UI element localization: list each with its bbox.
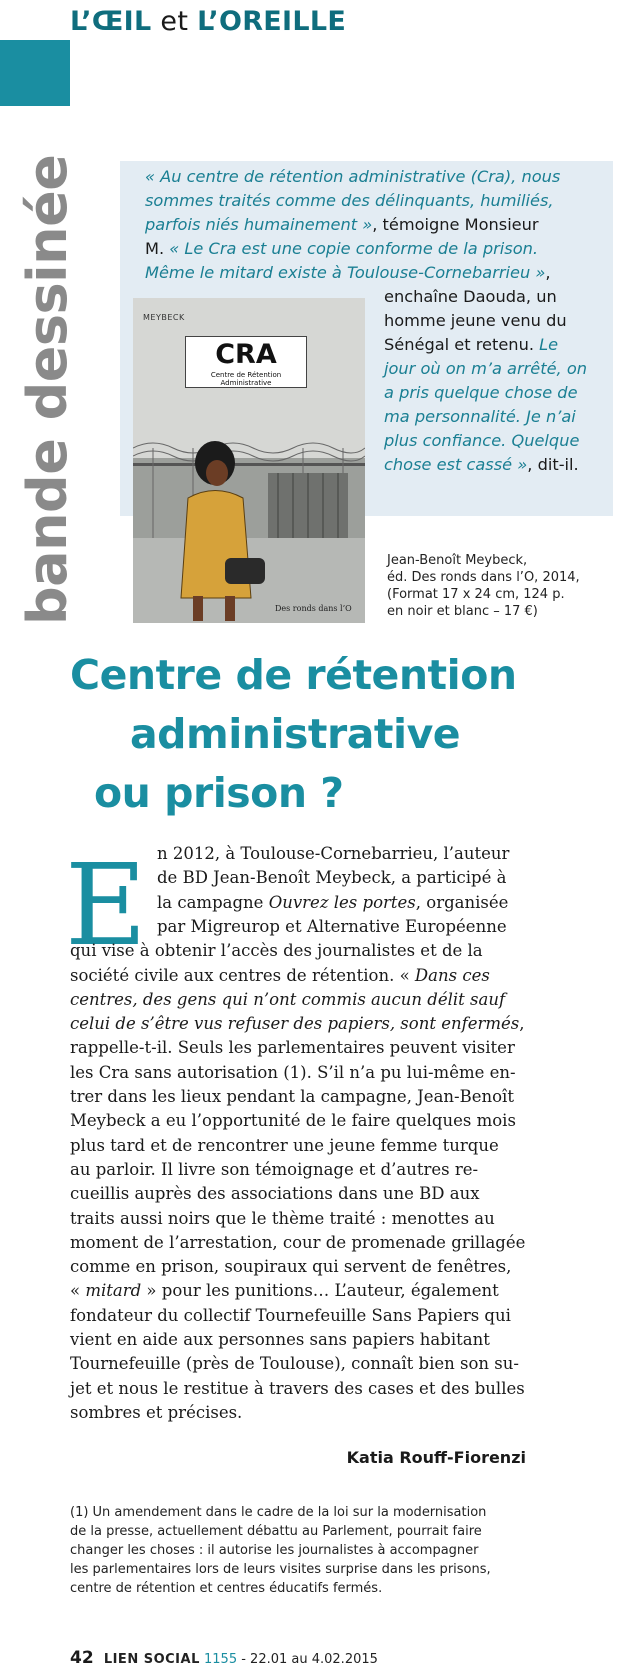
- text-segment: rappelle-t-il. Seuls les parlementaires peuvent visiter: [70, 1038, 515, 1058]
- article-line: [70, 1063, 516, 1083]
- article-line: [70, 1087, 514, 1107]
- text-segment: les Cra sans autorisation (1). S’il n’a pu lui-même en-: [70, 1062, 516, 1082]
- text-segment: vient en aide aux personnes sans papiers habitant: [70, 1330, 490, 1349]
- text-segment: moment de l’arrestation, cour de promenade grillagée: [70, 1232, 526, 1252]
- italic-segment: sommes traités comme des délinquants, humiliés,: [145, 191, 554, 210]
- text-segment: comme en prison, soupiraux qui servent de fenêtres,: [70, 1257, 512, 1277]
- text-segment: société civile aux centres de rétention. «: [70, 965, 415, 985]
- text-segment: Tournefeuille (près de Toulouse), connaît bien son su-: [70, 1354, 519, 1374]
- italic-segment: plus confiance. Quelque: [384, 431, 580, 450]
- text-segment: au parloir. Il livre son témoignage et d’autres re-: [70, 1159, 479, 1179]
- article-line: [157, 893, 508, 913]
- italic-segment: celui de s’être vus refuser des papiers, sont enfermés: [70, 1014, 520, 1034]
- section-title-part3: L’OREILLE: [197, 6, 347, 37]
- article-author: Katia Rouff-Fiorenzi: [346, 1448, 526, 1467]
- cover-author: MEYBECK: [143, 313, 185, 322]
- text-segment: la campagne: [157, 892, 269, 912]
- headline-line-2: administrative: [130, 710, 461, 758]
- italic-segment: Le: [539, 335, 559, 354]
- article-line: [70, 1306, 511, 1326]
- text-segment: de BD Jean-Benoît Meybeck, a participé à: [157, 868, 507, 888]
- italic-segment: centres, des gens qui n’ont commis aucun délit sauf: [70, 989, 506, 1009]
- text-segment: sombres et précises.: [70, 1402, 243, 1422]
- book-info-line: en noir et blanc – 17 €): [387, 604, 538, 619]
- footnote-line: (1) Un amendement dans le cadre de la loi sur la modernisation: [70, 1505, 487, 1520]
- italic-segment: Dans ces: [414, 965, 490, 985]
- cover-subtitle: Centre de Rétention Administrative: [210, 371, 282, 387]
- article-line: [70, 1014, 525, 1034]
- quote-line: [145, 165, 605, 189]
- italic-segment: Ouvrez les portes: [268, 892, 416, 912]
- footnote-line: centre de rétention et centres éducatifs fermés.: [70, 1581, 383, 1596]
- article-line: [70, 1111, 516, 1131]
- quote-line: [384, 285, 606, 309]
- quote-line: [384, 429, 606, 453]
- article-line: [70, 990, 505, 1010]
- article-line: [70, 1209, 495, 1229]
- article-line: [70, 1403, 242, 1423]
- text-segment: cueillis auprès des associations dans une BD aux: [70, 1184, 480, 1204]
- italic-segment: jour où on m’a arrêté, on: [384, 359, 588, 378]
- cover-publisher: Des ronds dans l’O: [275, 604, 352, 613]
- footnote-line: les parlementaires lors de leurs visites surprise dans les prisons,: [70, 1562, 491, 1577]
- text-segment: » pour les punitions… L’auteur, également: [141, 1281, 499, 1301]
- text-segment: plus tard et de rencontrer une jeune femme turque: [70, 1135, 499, 1155]
- quote-line: [145, 261, 605, 285]
- headline-line-3: ou prison ?: [94, 769, 344, 817]
- quote-line: [145, 213, 605, 237]
- page-footer: [70, 1648, 378, 1668]
- quote-line: [384, 357, 606, 381]
- article-line: [70, 1330, 490, 1350]
- article-line: [70, 1379, 525, 1399]
- article-line: [70, 1160, 478, 1180]
- italic-segment: parfois niés humainement »: [145, 215, 373, 234]
- text-segment: «: [70, 1281, 86, 1301]
- header-color-block: [0, 40, 70, 106]
- book-info-line: (Format 17 x 24 cm, 124 p.: [387, 587, 565, 602]
- quote-line: [384, 405, 606, 429]
- footnote-line: de la presse, actuellement débattu au Parlement, pourrait faire: [70, 1524, 482, 1539]
- quote-line: [384, 381, 606, 405]
- book-cover-image: [133, 298, 365, 623]
- quote-line: [145, 189, 605, 213]
- section-title-part1: L’ŒIL: [70, 6, 152, 37]
- text-segment: trer dans les lieux pendant la campagne, Jean-Benoît: [70, 1087, 514, 1106]
- book-info-caption: [387, 552, 580, 620]
- cover-title: CRA: [215, 339, 277, 370]
- article-line: [70, 1184, 480, 1204]
- italic-segment: ma personnalité. Je n’ai: [384, 407, 576, 426]
- text-segment: traits aussi noirs que le thème traité : menottes au: [70, 1208, 495, 1228]
- text-segment: , témoigne Monsieur: [372, 215, 539, 234]
- article-line: [70, 1233, 525, 1253]
- text-segment: ,: [545, 263, 551, 282]
- cover-title-box: [185, 336, 307, 388]
- italic-segment: « Au centre de rétention administrative (Cra), nous: [145, 167, 561, 186]
- article-line: [157, 917, 507, 937]
- section-title: [70, 6, 346, 37]
- text-segment: Sénégal et retenu.: [384, 335, 540, 354]
- italic-segment: chose est cassé »: [384, 455, 528, 474]
- headline-line-1: Centre de rétention: [70, 651, 517, 699]
- text-segment: M.: [145, 239, 170, 258]
- text-segment: ,: [519, 1014, 525, 1034]
- magazine-name: LIEN SOCIAL: [103, 1652, 200, 1667]
- quote-line: [384, 333, 606, 357]
- text-segment: , organisée: [415, 892, 509, 912]
- quote-line: [384, 453, 606, 477]
- book-info-line: éd. Des ronds dans l’O, 2014,: [387, 570, 580, 585]
- italic-segment: a pris quelque chose de: [384, 383, 578, 402]
- article-line: [70, 966, 490, 986]
- footnote: [70, 1503, 530, 1598]
- article-line: [70, 1257, 511, 1277]
- article-line: [70, 1354, 519, 1374]
- footnote-line: changer les choses : il autorise les journalistes à accompagner: [70, 1543, 479, 1558]
- text-segment: homme jeune venu du: [384, 311, 567, 330]
- italic-segment: mitard: [85, 1281, 142, 1301]
- article-line: [157, 868, 506, 888]
- italic-segment: Même le mitard existe à Toulouse-Cornebarrieu »: [145, 263, 546, 282]
- text-segment: n 2012, à Toulouse-Cornebarrieu, l’auteur: [157, 844, 510, 863]
- article-line: [70, 1038, 515, 1058]
- text-segment: fondateur du collectif Tournefeuille Sans Papiers qui: [70, 1305, 511, 1325]
- drop-cap: E: [65, 841, 147, 971]
- text-segment: enchaîne Daouda, un: [384, 287, 557, 306]
- text-segment: Meybeck a eu l’opportunité de le faire quelques mois: [70, 1111, 516, 1131]
- page-number: 42: [70, 1648, 94, 1668]
- italic-segment: « Le Cra est une copie conforme de la prison.: [169, 239, 539, 258]
- text-segment: jet et nous le restitue à travers des cases et des bulles: [70, 1378, 525, 1398]
- article-line: [70, 1281, 499, 1301]
- quote-line: [145, 237, 605, 261]
- issue-dates: - 22.01 au 4.02.2015: [237, 1652, 378, 1667]
- text-segment: qui vise à obtenir l’accès des journalistes et de la: [70, 941, 483, 961]
- section-title-part2: et: [160, 6, 189, 37]
- book-info-line: Jean-Benoît Meybeck,: [387, 553, 528, 568]
- text-segment: par Migreurop et Alternative Européenne: [157, 916, 507, 936]
- article-line: [70, 941, 483, 961]
- quote-line: [384, 309, 606, 333]
- article-line: [70, 1136, 499, 1156]
- quote-text-top: [145, 165, 605, 285]
- article-line: [157, 844, 509, 864]
- rubric-label: bande dessinée: [16, 154, 79, 625]
- quote-text-right: [384, 285, 606, 477]
- issue-number: 1155: [204, 1652, 238, 1667]
- text-segment: , dit-il.: [527, 455, 579, 474]
